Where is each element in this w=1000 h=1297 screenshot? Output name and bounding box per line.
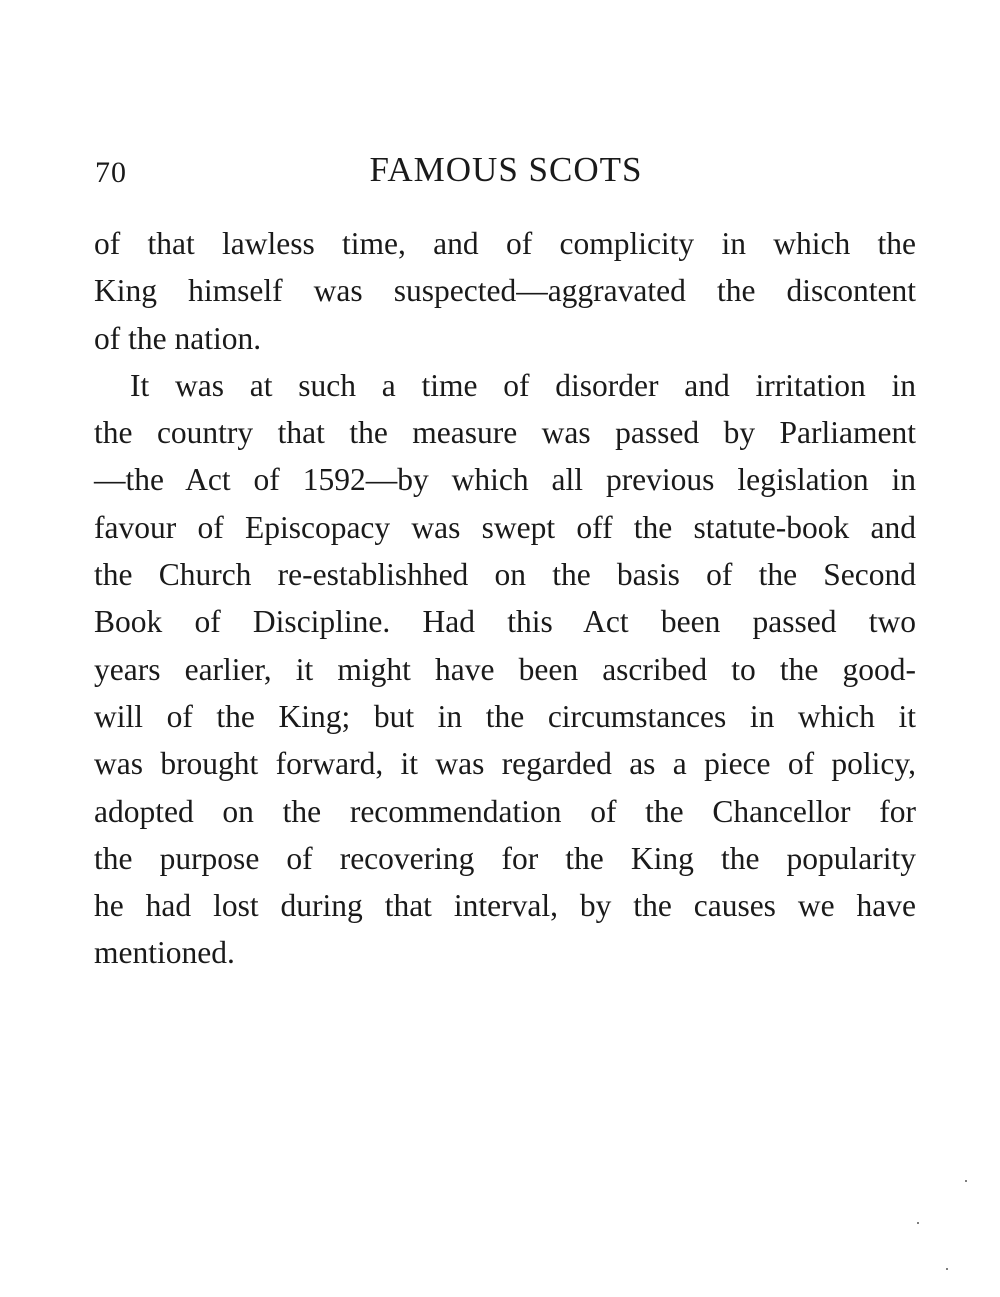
text-line: of the nation. xyxy=(94,320,262,356)
text-line: the Church re-establishhed on the basis of the Second xyxy=(94,557,916,593)
text-line: favour of Episcopacy was swept off the statute-book and xyxy=(94,509,916,545)
running-title: FAMOUS SCOTS xyxy=(369,150,643,189)
text-line: will of the King; but in the circumstances in which it xyxy=(94,698,916,734)
text-line: King himself was suspected—aggravated the discontent xyxy=(94,273,916,309)
text-line: was brought forward, it was regarded as a piece of policy, xyxy=(94,746,916,782)
text-line: years earlier, it might have been ascribed to the good- xyxy=(94,651,916,687)
text-line: —the Act of 1592—by which all previous legislation in xyxy=(94,462,916,498)
running-head xyxy=(95,150,917,200)
paragraph-1 xyxy=(94,220,916,362)
text-line: Book of Discipline. Had this Act been passed two xyxy=(94,604,916,640)
text-line: of that lawless time, and of complicity in which the xyxy=(94,226,916,261)
text-line: he had lost during that interval, by the causes we have xyxy=(94,888,916,924)
body-text xyxy=(94,220,916,977)
text-line: adopted on the recommendation of the Chancellor for xyxy=(94,793,916,829)
text-line: the purpose of recovering for the King the popularity xyxy=(94,840,916,876)
scan-speck xyxy=(917,1222,919,1224)
text-line: the country that the measure was passed by Parliament xyxy=(94,415,916,451)
scan-speck xyxy=(946,1268,948,1270)
text-line: mentioned. xyxy=(94,935,235,971)
text-line: It was at such a time of disorder and irritation in xyxy=(130,367,916,403)
paragraph-2 xyxy=(94,362,916,977)
scan-speck xyxy=(965,1180,967,1182)
page-number: 70 xyxy=(95,156,127,189)
